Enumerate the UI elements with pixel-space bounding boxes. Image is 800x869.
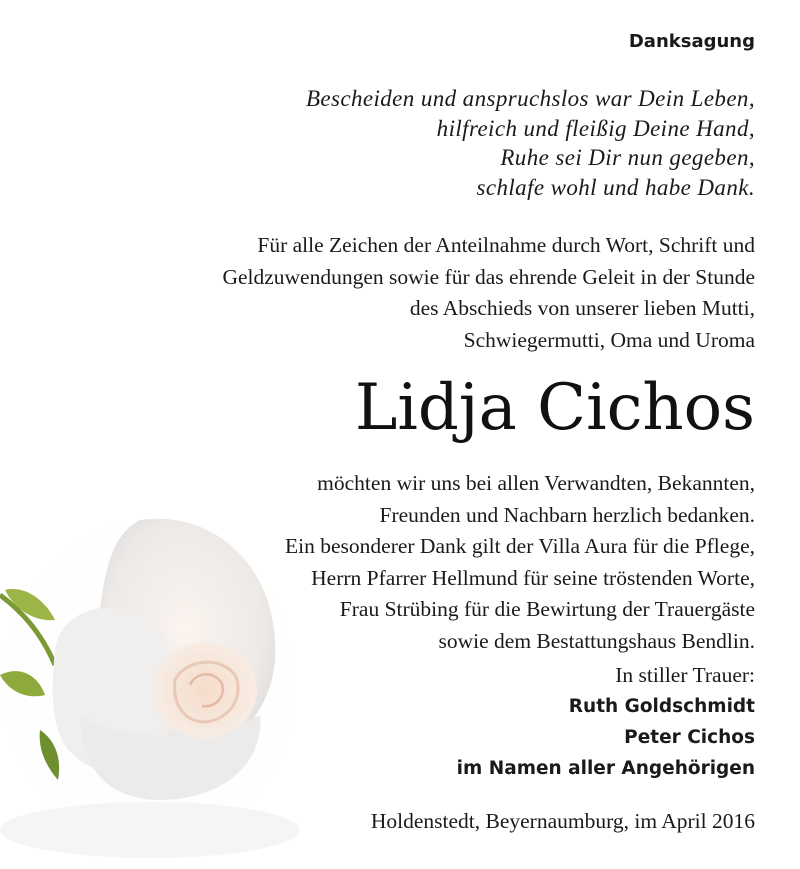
signer-name: Peter Cichos [624, 727, 755, 748]
thanks-line: Ein besonderer Dank gilt der Villa Aura für die Pflege, [285, 534, 755, 558]
thanks-line: Freunden und Nachbarn herzlich bedanken. [379, 502, 755, 527]
notice-heading: Danksagung [628, 31, 755, 52]
signer-name: im Namen aller Angehörigen [456, 758, 755, 779]
thanks-line: sowie dem Bestattungshaus Bendlin. [438, 628, 755, 653]
mourning-label: In stiller Trauer: [615, 663, 755, 687]
white-rose-image [0, 500, 330, 869]
signer-name: Ruth Goldschmidt [568, 696, 755, 717]
poem-line: Ruhe sei Dir nun gegeben, [500, 145, 755, 170]
thanks-line: Herrn Pfarrer Hellmund für seine tröstenden Worte, [311, 565, 755, 590]
deceased-name: Lidja Cichos [354, 371, 755, 445]
intro-line: Für alle Zeichen der Anteilnahme durch Wort, Schrift und [257, 233, 755, 257]
intro-line: Schwiegermutti, Oma und Uroma [463, 327, 755, 352]
thanks-paragraph [285, 468, 755, 657]
place-date: Holdenstedt, Beyernaumburg, im April 2016 [370, 809, 755, 833]
poem-line: hilfreich und fleißig Deine Hand, [436, 115, 755, 141]
poem-line: Bescheiden und anspruchslos war Dein Leben, [305, 86, 755, 111]
intro-line: des Abschieds von unserer lieben Mutti, [409, 296, 755, 320]
rose-center [153, 642, 257, 738]
intro-paragraph [222, 230, 755, 356]
intro-line: Geldzuwendungen sowie für das ehrende Geleit in der Stunde [222, 264, 755, 289]
poem-line: schlafe wohl und habe Dank. [476, 174, 755, 200]
thanks-line: Frau Strübing für die Bewirtung der Trauergäste [339, 597, 755, 621]
mourners-block [457, 660, 755, 784]
thanks-line: möchten wir uns bei allen Verwandten, Bekannten, [317, 471, 755, 495]
memorial-poem [306, 84, 755, 202]
